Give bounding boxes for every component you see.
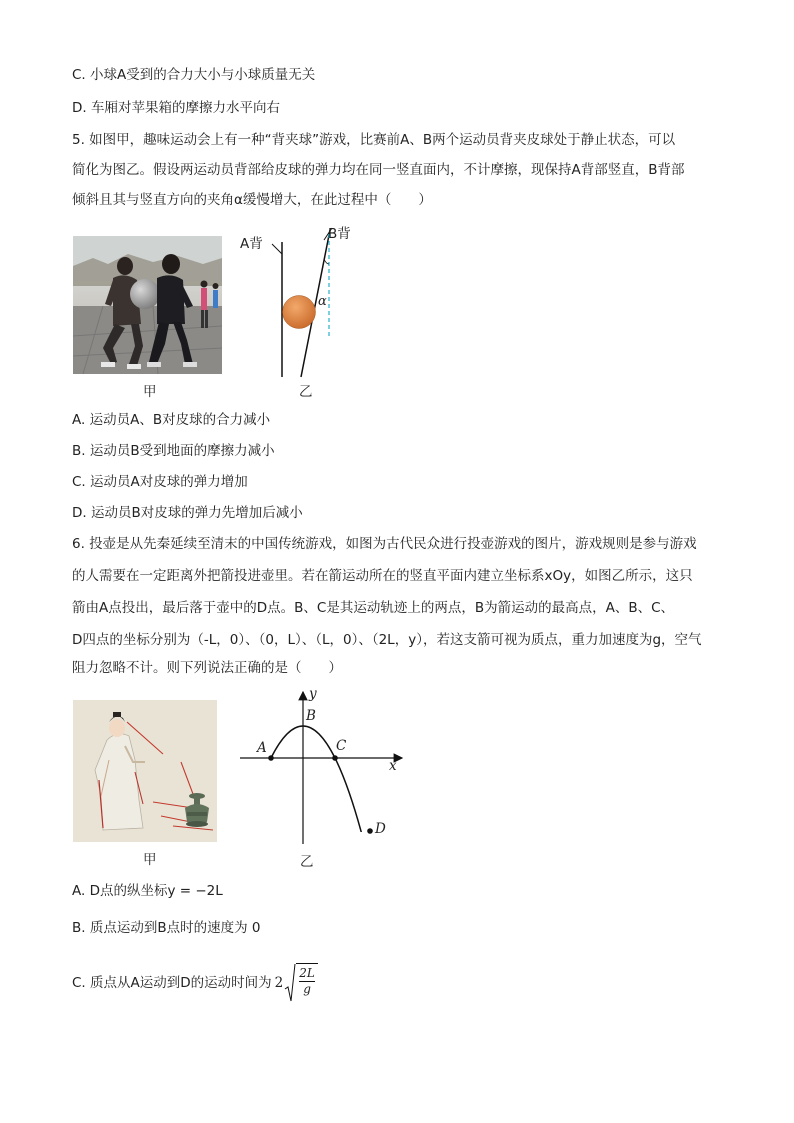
q5-diagram-yi <box>238 222 368 400</box>
q5-photo-jia <box>73 236 222 374</box>
q4-option-d: D. 车厢对苹果箱的摩擦力水平向右 <box>72 100 280 116</box>
q6-option-c <box>72 963 318 1003</box>
fraction-numerator: 2L <box>299 966 315 980</box>
label-point-a: A <box>257 740 267 756</box>
q6-diagram-yi <box>236 686 412 848</box>
sqrt-expression <box>284 963 318 1003</box>
q6-stem-line1: 6. 投壶是从先秦延续至清末的中国传统游戏，如图为古代民众进行投壶游戏的图片，游戏规则是参与游戏 <box>72 536 697 552</box>
label-y-axis: y <box>309 686 317 702</box>
leather-ball <box>283 296 316 329</box>
q6-option-c-coefficient: 2 <box>274 975 284 991</box>
q5-option-b: B. 运动员B受到地面的摩擦力减小 <box>72 443 275 459</box>
point-a-dot <box>268 755 274 761</box>
point-d-dot <box>367 828 373 834</box>
q6-stem-line4: D四点的坐标分别为（-L，0）、（0，L）、（L，0）、（2L，y），若这支箭可视为质点，重力加速度为g，空气 <box>72 632 702 648</box>
q4-option-c: C. 小球A受到的合力大小与小球质量无关 <box>72 67 316 83</box>
label-a-back: A背 <box>240 236 263 252</box>
q6-stem-line3: 箭由A点投出，最后落于壶中的D点。B、C是其运动轨迹上的两点，B为箭运动的最高点，A、B、C、 <box>72 600 675 616</box>
sqrt-fraction <box>296 963 318 1003</box>
q6-painting-jia <box>73 700 217 842</box>
q6-option-a: A. D点的纵坐标y = −2L <box>72 883 223 899</box>
point-c-dot <box>332 755 338 761</box>
q5-option-d: D. 运动员B对皮球的弹力先增加后减小 <box>72 505 303 521</box>
q6-caption-jia: 甲 <box>143 852 157 868</box>
label-x-axis: x <box>389 758 397 774</box>
q5-caption-yi: 乙 <box>299 384 313 400</box>
trajectory-curve <box>271 726 367 848</box>
q5-stem-line2: 简化为图乙。假设两运动员背部给皮球的弹力均在同一竖直面内，不计摩擦，现保持A背部竖直，B背部 <box>72 162 685 178</box>
q6-option-b: B. 质点运动到B点时的速度为 0 <box>72 920 261 936</box>
label-angle-alpha: α <box>318 294 327 309</box>
q5-stem-line3: 倾斜且其与竖直方向的夹角α缓慢增大，在此过程中（ ） <box>72 192 432 208</box>
q5-caption-jia: 甲 <box>143 384 157 400</box>
q5-stem-line1: 5. 如图甲，趣味运动会上有一种“背夹球”游戏，比赛前A、B两个运动员背夹皮球处于静止状态，可以 <box>72 132 676 148</box>
label-point-d: D <box>375 821 386 837</box>
fraction-denominator: g <box>299 981 315 997</box>
q6-option-c-text: C. 质点从A运动到D的运动时间为 <box>72 975 272 991</box>
q6-caption-yi: 乙 <box>300 854 314 870</box>
q6-stem-line2: 的人需要在一定距离外把箭投进壶里。若在箭运动所在的竖直平面内建立坐标系xOy，如图乙所示，这只 <box>72 568 693 584</box>
sqrt-sign <box>284 963 296 1003</box>
label-point-b: B <box>306 708 316 724</box>
q5-option-c: C. 运动员A对皮球的弹力增加 <box>72 474 248 490</box>
q6-stem-line5: 阻力忽略不计。则下列说法正确的是（ ） <box>72 660 342 676</box>
label-point-c: C <box>336 738 347 754</box>
angle-arc <box>325 260 330 264</box>
a-back-leader <box>272 244 282 254</box>
label-b-back: B背 <box>328 226 351 242</box>
q5-option-a: A. 运动员A、B对皮球的合力减小 <box>72 412 271 428</box>
